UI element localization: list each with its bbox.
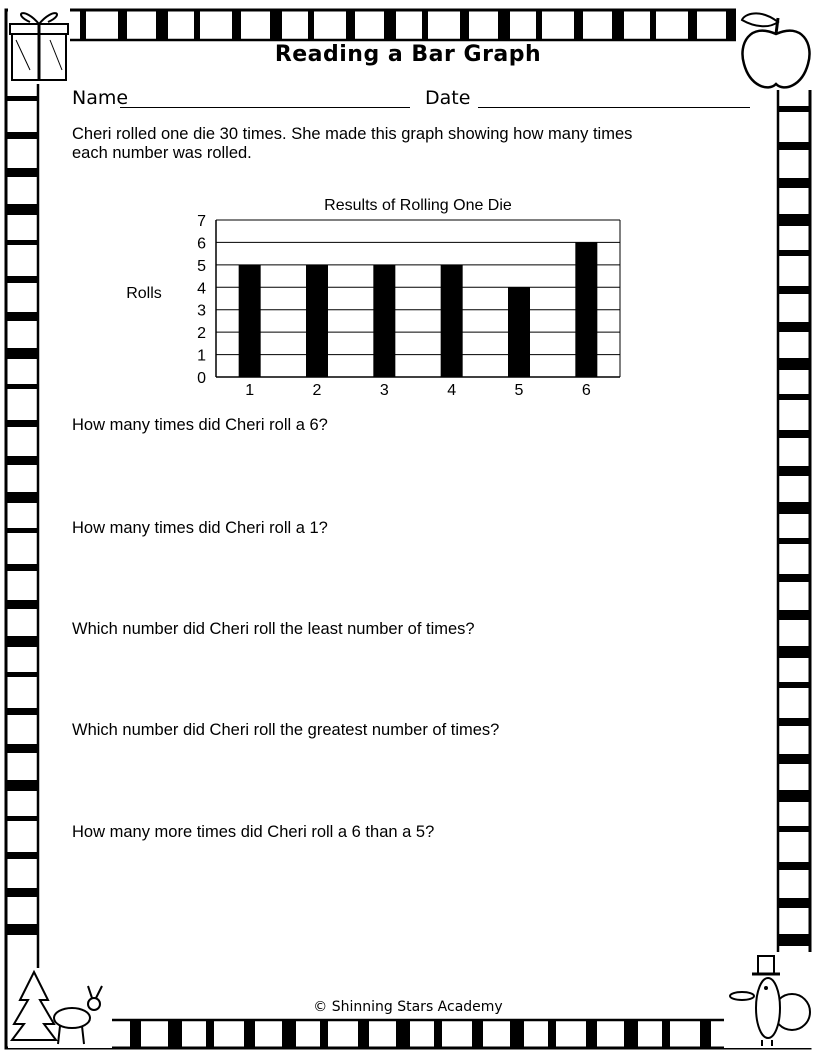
x-tick-label: 6: [581, 382, 591, 399]
border-block: [612, 11, 624, 39]
border-block: [434, 1021, 442, 1047]
border-block: [80, 11, 86, 39]
x-tick-label: 2: [312, 382, 322, 399]
border-block: [662, 1021, 670, 1047]
border-block: [7, 168, 38, 177]
border-block: [130, 1021, 141, 1047]
border-block: [422, 11, 428, 39]
border-block: [586, 1021, 597, 1047]
question-2: How many times did Cheri roll a 1?: [72, 519, 328, 537]
border-block: [118, 11, 127, 39]
border-block: [396, 1021, 410, 1047]
question-5: How many more times did Cheri roll a 6 than a 5?: [72, 823, 435, 841]
border-block: [346, 11, 355, 39]
border-block: [779, 214, 809, 226]
border-block: [7, 276, 38, 283]
border-block: [194, 11, 200, 39]
border-block: [779, 178, 809, 188]
y-tick-label: 7: [197, 213, 206, 230]
border-block: [688, 11, 697, 39]
border-block: [779, 934, 809, 946]
x-tick-label: 4: [447, 382, 457, 399]
border-block: [624, 1021, 638, 1047]
y-tick-label: 0: [197, 370, 206, 387]
border-block: [779, 826, 809, 832]
question-3: Which number did Cheri roll the least number of times?: [72, 620, 475, 638]
border-block: [7, 924, 38, 935]
border-block: [779, 682, 809, 688]
border-block: [7, 528, 38, 533]
border-block: [779, 898, 809, 908]
border-block: [779, 430, 809, 438]
border-block: [779, 286, 809, 294]
border-block: [779, 610, 809, 620]
intro-text: Cheri rolled one die 30 times. She made this graph showing how many times each number was rolled.: [72, 125, 633, 162]
border-block: [7, 492, 38, 503]
border-block: [779, 646, 809, 658]
x-tick-label: 3: [379, 382, 389, 399]
chart-title: Results of Rolling One Die: [324, 197, 512, 214]
y-axis-label: Rolls: [126, 285, 162, 302]
question-4: Which number did Cheri roll the greatest number of times?: [72, 721, 500, 739]
border-block: [7, 420, 38, 427]
date-label: Date: [425, 87, 471, 109]
border-block: [498, 11, 510, 39]
border-block: [7, 672, 38, 677]
name-field[interactable]: [120, 107, 410, 108]
y-tick-label: 2: [197, 325, 206, 343]
border-block: [7, 456, 38, 465]
border-block: [7, 348, 38, 359]
border-block: [779, 862, 809, 870]
x-tick-label: 5: [514, 382, 524, 399]
y-tick-label: 3: [197, 302, 206, 320]
border-block: [244, 1021, 255, 1047]
border-block: [7, 564, 38, 571]
border-block: [779, 718, 809, 726]
y-tick-label: 5: [197, 257, 206, 275]
border-block: [7, 240, 38, 245]
border-block: [308, 11, 314, 39]
border-block: [7, 600, 38, 609]
border-block: [7, 780, 38, 791]
border-block: [168, 1021, 182, 1047]
border-block: [7, 96, 38, 101]
border-block: [7, 708, 38, 715]
border-block: [358, 1021, 369, 1047]
border-block: [472, 1021, 483, 1047]
border-block: [779, 142, 809, 150]
border-block: [574, 11, 583, 39]
border-block: [7, 384, 38, 389]
border-block: [232, 11, 241, 39]
border-block: [779, 790, 809, 802]
page-title: Reading a Bar Graph: [274, 42, 542, 67]
border-block: [779, 502, 809, 514]
border-block: [270, 11, 282, 39]
border-block: [779, 538, 809, 544]
border-block: [282, 1021, 296, 1047]
border-block: [779, 466, 809, 476]
border-block: [779, 358, 809, 370]
border-block: [7, 636, 38, 647]
border-block: [460, 11, 469, 39]
border-block: [7, 312, 38, 321]
border-block: [7, 744, 38, 753]
border-block: [779, 250, 809, 256]
footer-credit: © Shinning Stars Academy: [313, 999, 503, 1015]
y-tick-label: 1: [197, 347, 206, 365]
border-block: [548, 1021, 556, 1047]
border-block: [7, 132, 38, 139]
date-field[interactable]: [478, 107, 750, 108]
y-tick-label: 4: [197, 280, 206, 298]
border-block: [779, 394, 809, 400]
border-block: [536, 11, 542, 39]
border-block: [206, 1021, 214, 1047]
border-block: [779, 106, 809, 112]
y-tick-label: 6: [197, 235, 206, 253]
border-block: [156, 11, 168, 39]
border-block: [7, 816, 38, 821]
border-block: [320, 1021, 328, 1047]
border-block: [779, 754, 809, 764]
question-1: How many times did Cheri roll a 6?: [72, 416, 328, 434]
border-block: [510, 1021, 524, 1047]
border-block: [779, 322, 809, 332]
border-block: [7, 852, 38, 859]
border-block: [779, 574, 809, 582]
border-block: [7, 204, 38, 215]
border-block: [650, 11, 656, 39]
border-block: [384, 11, 396, 39]
border-block: [7, 888, 38, 897]
x-tick-label: 1: [245, 382, 255, 399]
border-block: [700, 1021, 711, 1047]
name-label: Name: [72, 87, 129, 109]
